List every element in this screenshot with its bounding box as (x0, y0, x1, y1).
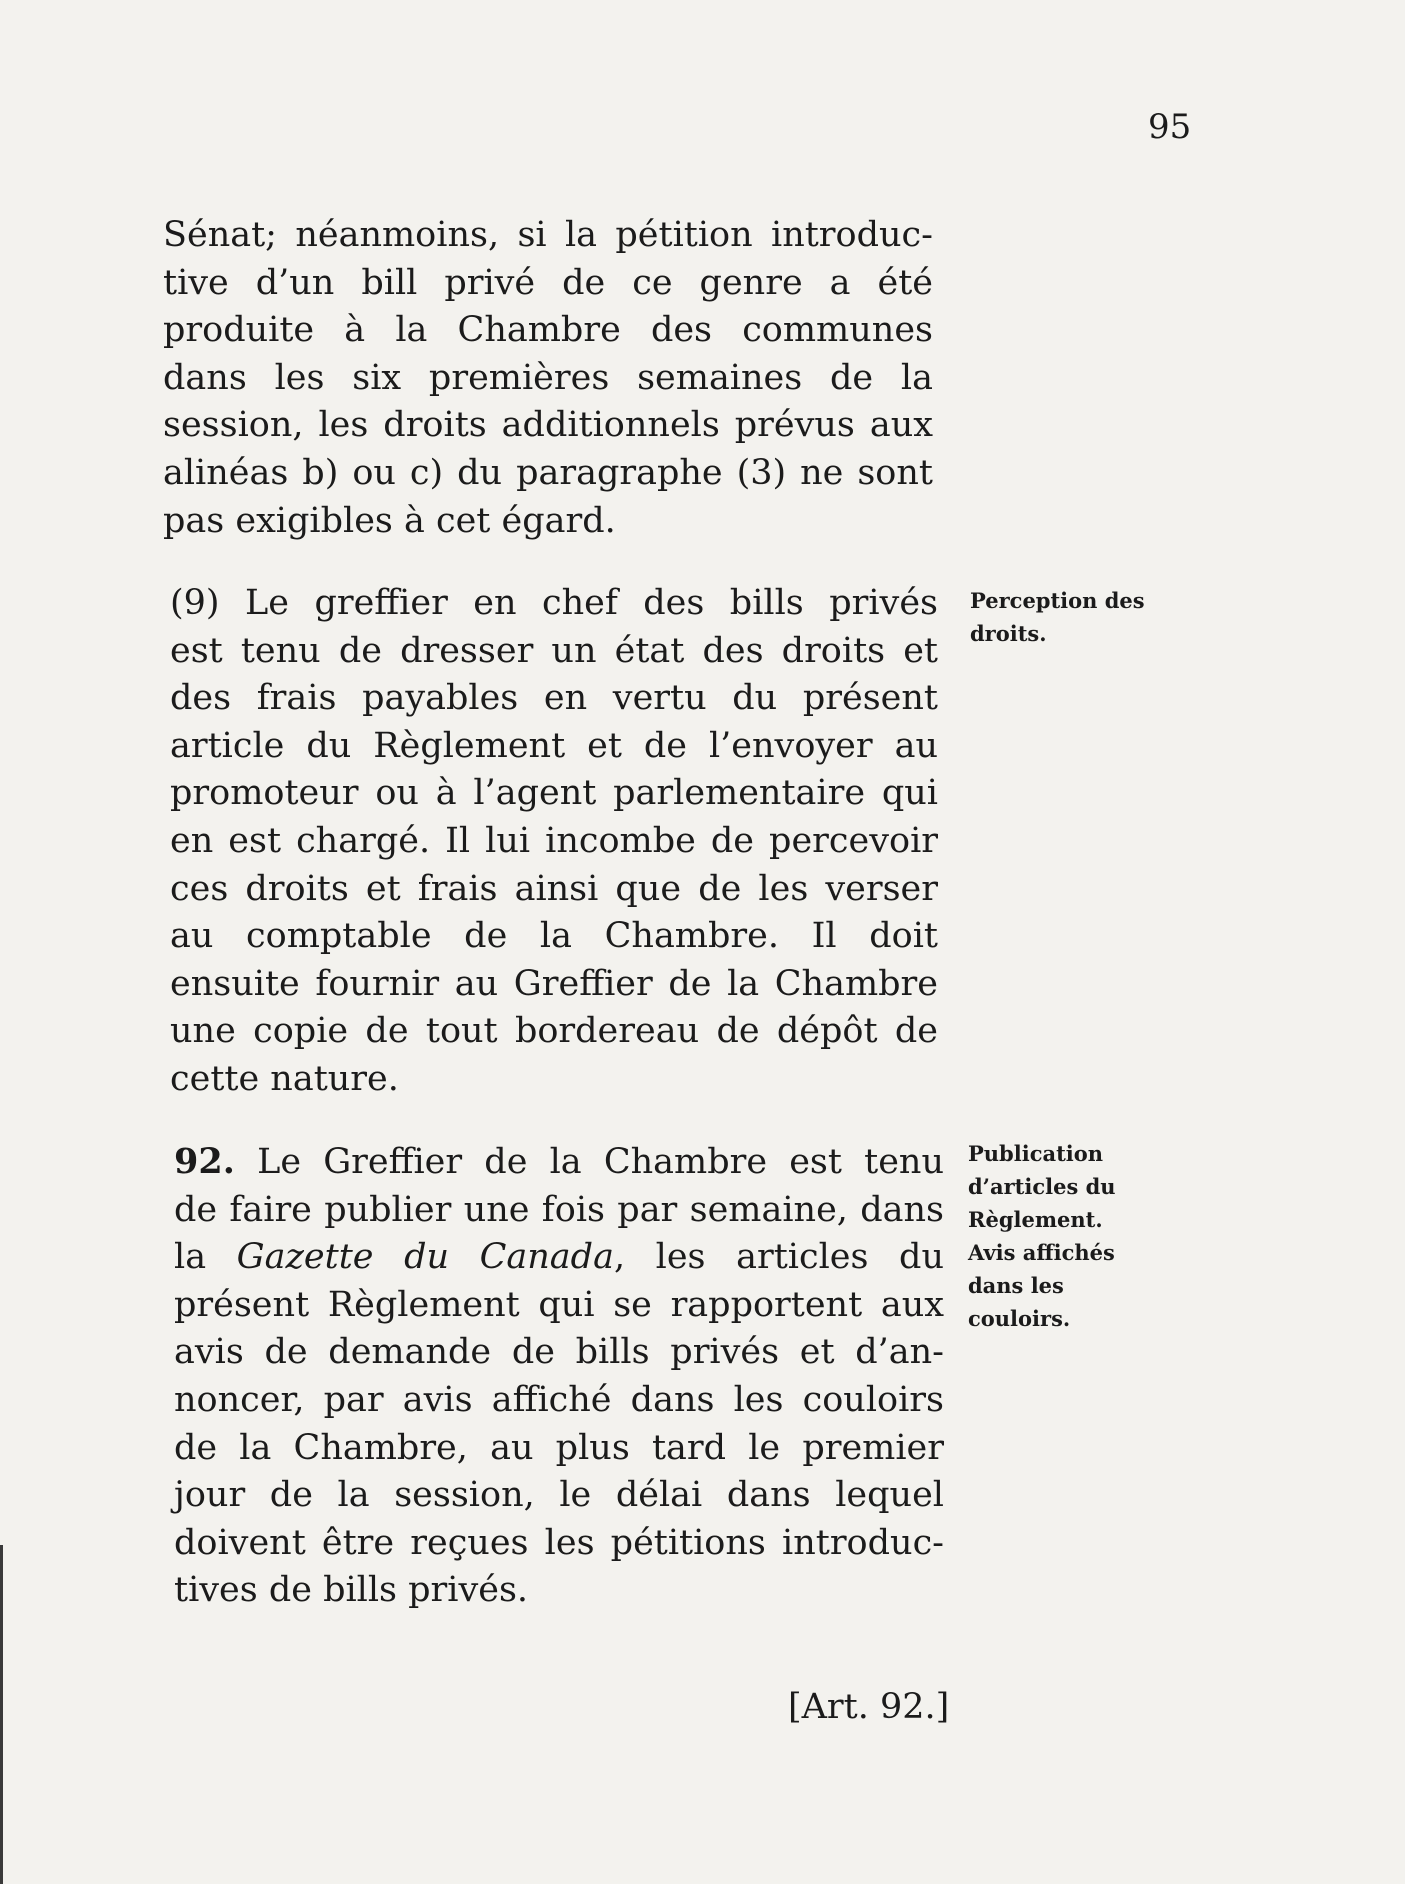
margin-note-perception (970, 584, 1145, 650)
text-line: est tenu de dresser un état des droits et (170, 630, 938, 671)
text-line (174, 1138, 944, 1187)
publication-title: Gazette du Canada (236, 1237, 614, 1278)
text-line: alinéas b) ou c) du paragraphe (3) ne sont (163, 452, 933, 493)
paragraph-rule-92 (174, 1138, 944, 1615)
margin-note-line: d’articles du (968, 1174, 1116, 1199)
text-line: Sénat; néanmoins, si la pétition introduc- (163, 215, 933, 255)
text-line: de faire publier une fois par semaine, dans (174, 1189, 944, 1230)
text-line: avis de demande de bills privés et d’an- (174, 1332, 944, 1373)
text-segment: Le Greffier de la Chambre est tenu (257, 1142, 944, 1182)
text-line: produite à la Chambre des communes (163, 310, 933, 351)
margin-note-line: Règlement. (968, 1207, 1103, 1232)
text-line: ces droits et frais ainsi que de les verser (170, 868, 938, 909)
margin-note-publication (968, 1137, 1116, 1335)
text-line: tives de bills privés. (174, 1570, 529, 1611)
text-line: jour de la session, le délai dans lequel (174, 1475, 944, 1516)
paragraph-senat (163, 212, 933, 545)
page-binding-edge (0, 1545, 3, 1884)
page-number: 95 (1148, 107, 1192, 147)
text-line: dans les six premières semaines de la (163, 357, 933, 398)
text-line: en est chargé. Il lui incombe de percevoir (170, 820, 938, 861)
text-line: cette nature. (170, 1058, 399, 1099)
text-line: tive d’un bill privé de ce genre a été (163, 262, 933, 303)
text-line: pas exigibles à cet égard. (163, 500, 616, 541)
article-reference: [Art. 92.] (788, 1687, 950, 1727)
paragraph-subsection-9 (170, 580, 938, 1104)
text-line: noncer, par avis affiché dans les couloirs (174, 1379, 944, 1420)
text-line: présent Règlement qui se rapportent aux (174, 1284, 944, 1325)
margin-note-line: Avis affichés (968, 1240, 1115, 1265)
margin-note-line: droits. (970, 621, 1047, 646)
margin-note-line: Perception des (970, 588, 1145, 613)
text-line: promoteur ou à l’agent parlementaire qui (170, 773, 938, 814)
text-line: doivent être reçues les pétitions introduc- (174, 1522, 944, 1563)
text-line: de la Chambre, au plus tard le premier (174, 1427, 944, 1468)
text-line: ensuite fournir au Greffier de la Chambre (170, 963, 938, 1004)
text-line: une copie de tout bordereau de dépôt de (170, 1011, 938, 1052)
text-line: (9) Le greffier en chef des bills privés (170, 583, 938, 623)
text-segment: la (174, 1237, 237, 1278)
text-line: au comptable de la Chambre. Il doit (170, 916, 938, 957)
margin-note-line: Publication (968, 1141, 1104, 1166)
margin-note-line: dans les (968, 1273, 1064, 1298)
text-line (174, 1234, 944, 1282)
text-segment: , les articles du (613, 1237, 944, 1278)
rule-number: 92. (174, 1141, 235, 1182)
margin-note-line: couloirs. (968, 1306, 1071, 1331)
text-line: article du Règlement et de l’envoyer au (170, 725, 938, 766)
text-line: session, les droits additionnels prévus aux (163, 405, 933, 446)
text-line: des frais payables en vertu du présent (170, 678, 938, 719)
